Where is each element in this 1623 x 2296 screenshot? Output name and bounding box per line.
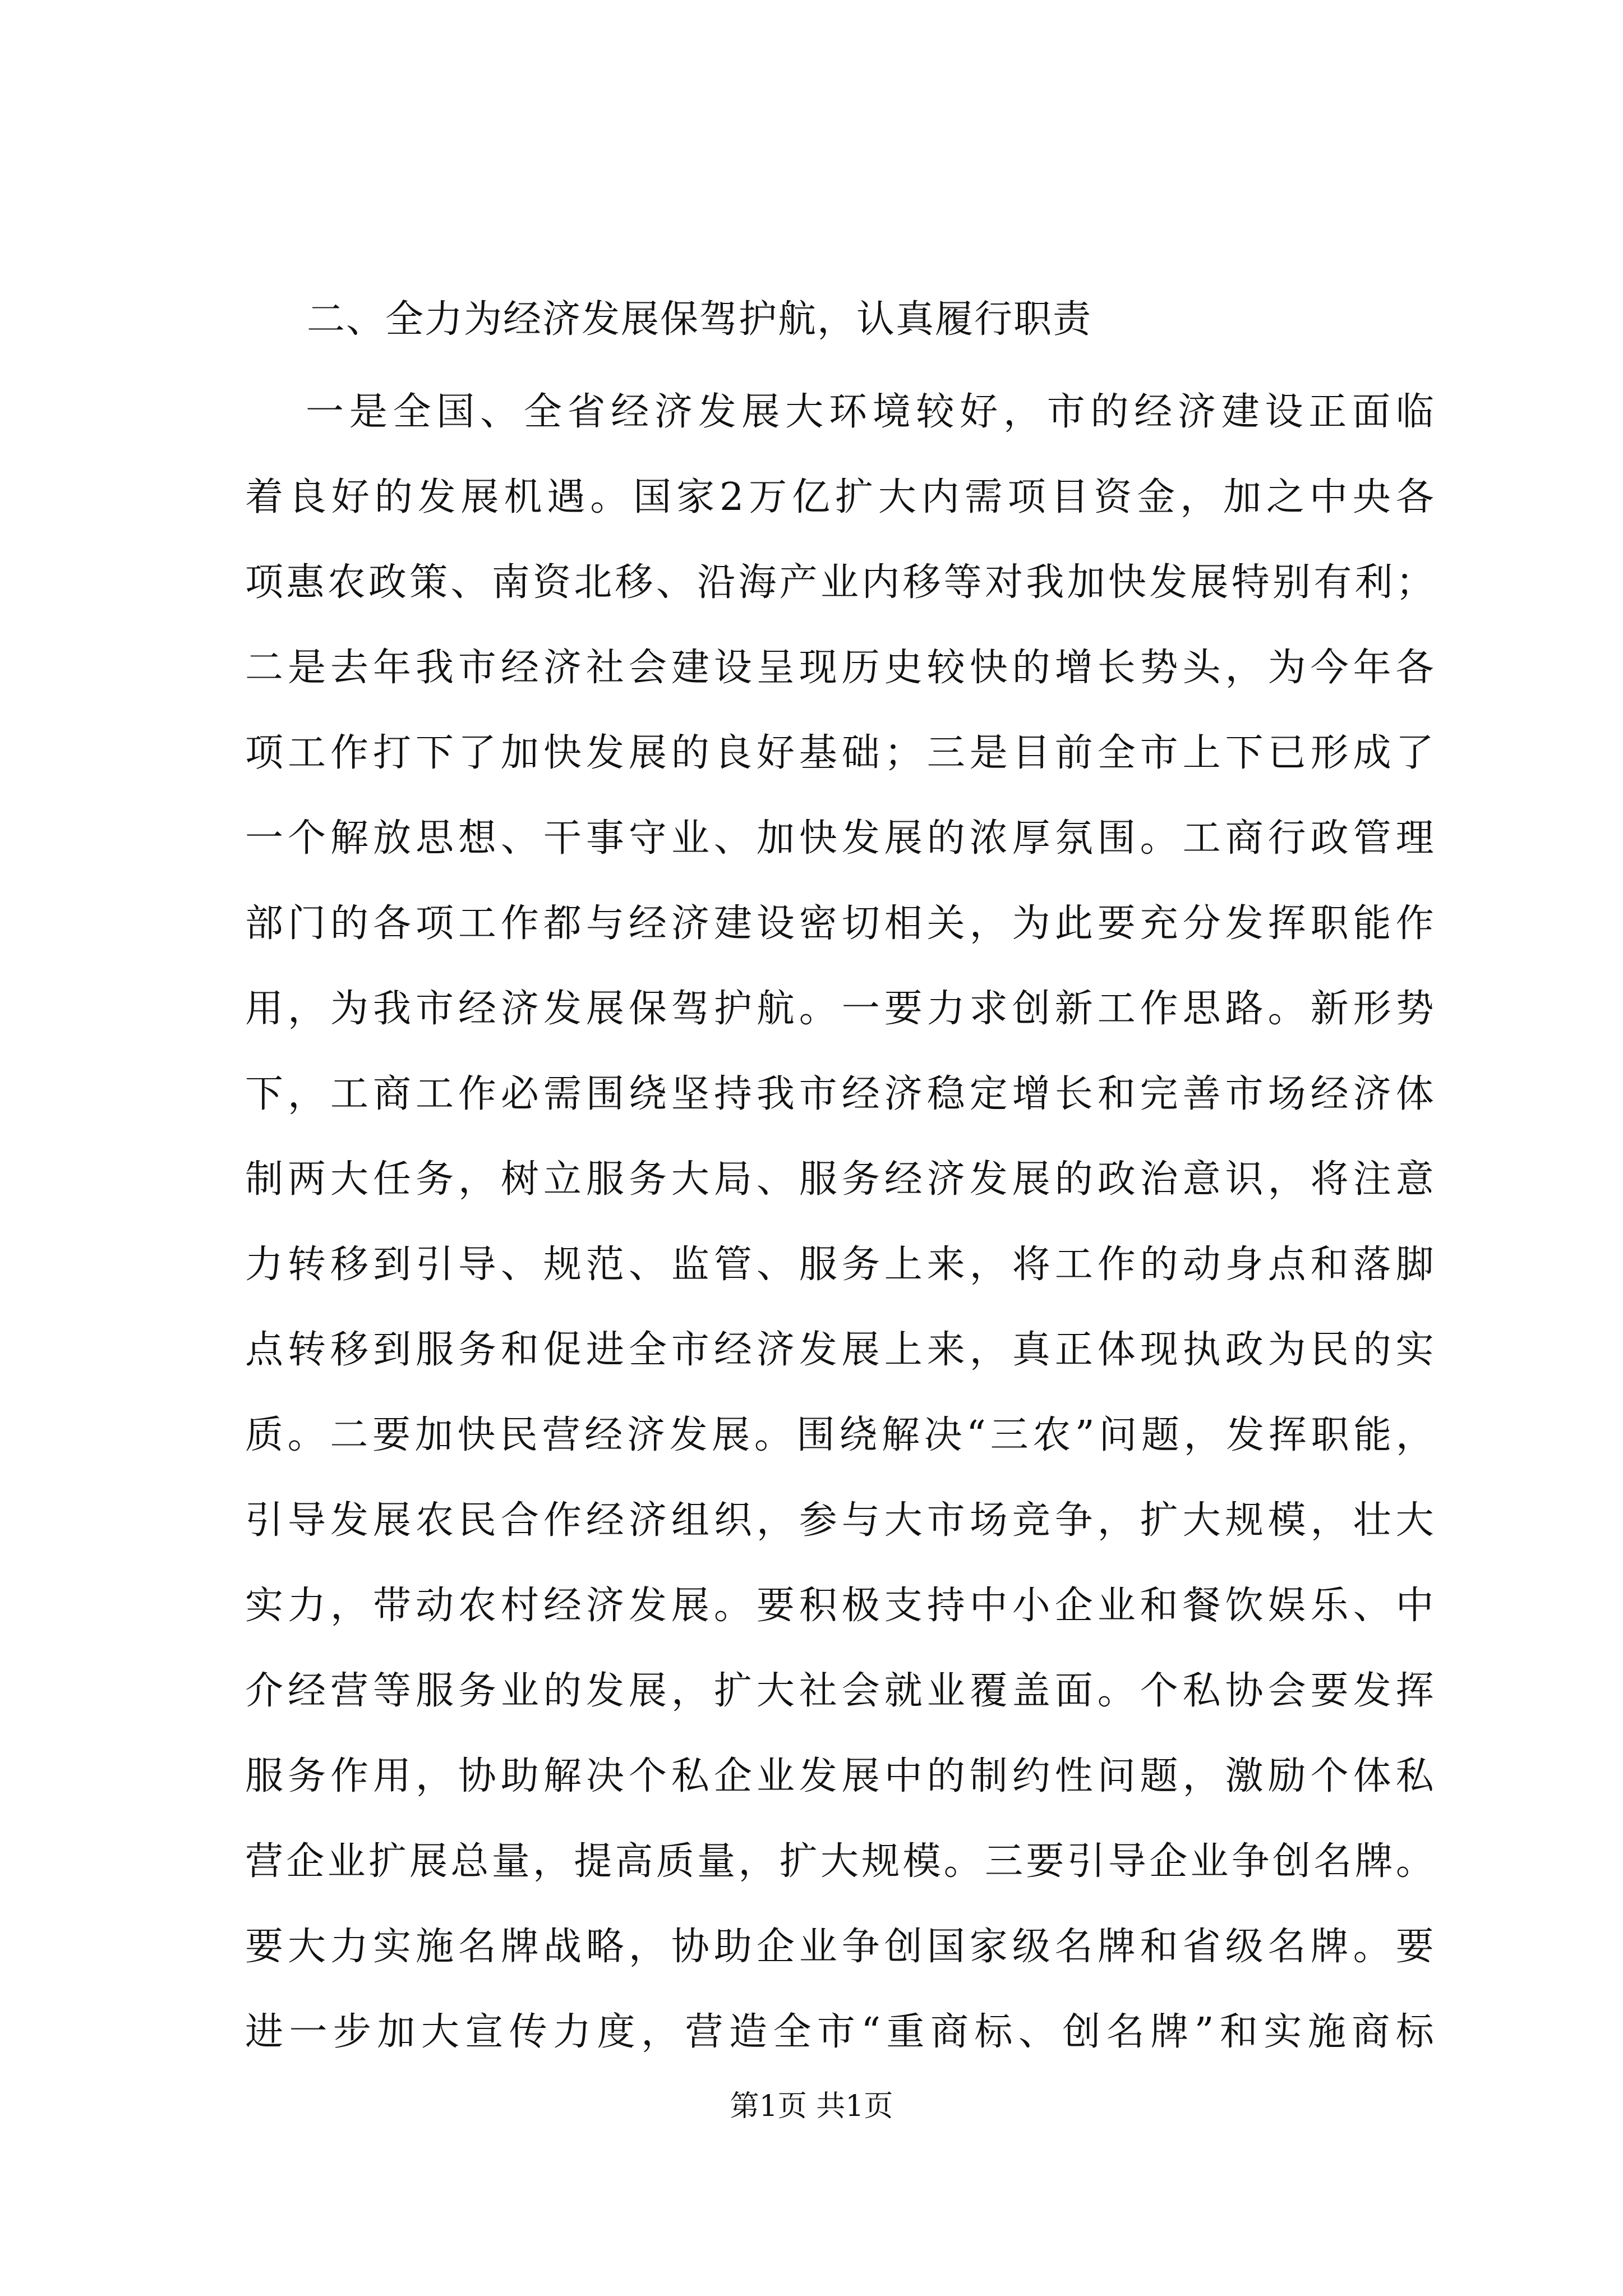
text-line: 制 两 大 任 务 ， 树 立 服 务 大 局 、 服 务 经 济 发 展 的 政 治 意 识 ， 将 注 意 — [245, 1157, 1434, 1202]
text-line: 介 经 营 等 服 务 业 的 发 展 ， 扩 大 社 会 就 业 覆 盖 面 。 个 私 协 会 要 发 挥 — [245, 1669, 1434, 1713]
text-line: 点 转 移 到 服 务 和 促 进 全 市 经 济 发 展 上 来 ， 真 正 体 现 执 政 为 民 的 实 — [245, 1328, 1434, 1372]
text-line: 下 ， 工 商 工 作 必 需 围 绕 坚 持 我 市 经 济 稳 定 增 长 和 完 善 市 场 经 济 体 — [245, 1072, 1434, 1116]
text-line: 一 是 全 国 、 全 省 经 济 发 展 大 环 境 较 好 ， 市 的 经 济 建 设 正 面 临 — [306, 390, 1434, 434]
text-line: 一 个 解 放 思 想 、 干 事 守 业 、 加 快 发 展 的 浓 厚 氛 围 。 工 商 行 政 管 理 — [245, 816, 1434, 861]
body-paragraph — [245, 384, 1434, 2090]
text-line: 质 。 二 要 加 快 民 营 经 济 发 展 。 围 绕 解 决 “ 三 农 ” 问 题 ， 发 挥 职 能 ， — [245, 1413, 1434, 1457]
section-heading: 二、全力为经济发展保驾护航，认真履行职责 — [307, 297, 1092, 342]
text-line: 用 ， 为 我 市 经 济 发 展 保 驾 护 航 。 一 要 力 求 创 新 工 作 思 路 。 新 形 势 — [245, 987, 1434, 1031]
text-line: 实 力 ， 带 动 农 村 经 济 发 展 。 要 积 极 支 持 中 小 企 业 和 餐 饮 娱 乐 、 中 — [245, 1584, 1434, 1628]
text-line: 项 惠 农 政 策 、 南 资 北 移 、 沿 海 产 业 内 移 等 对 我 加 快 发 展 特 别 有 利 ； — [245, 560, 1434, 605]
text-line: 营 企 业 扩 展 总 量 ， 提 高 质 量 ， 扩 大 规 模 。 三 要 引 导 企 业 争 创 名 牌 。 — [245, 1839, 1434, 1884]
text-line: 着 良 好 的 发 展 机 遇 。 国 家 2 万 亿 扩 大 内 需 项 目 资 金 ， 加 之 中 央 各 — [245, 475, 1434, 519]
page-footer: 第1页 共1页 — [730, 2090, 893, 2123]
text-line: 项 工 作 打 下 了 加 快 发 展 的 良 好 基 础 ； 三 是 目 前 全 市 上 下 已 形 成 了 — [245, 731, 1434, 775]
text-line: 进 一 步 加 大 宣 传 力 度 ， 营 造 全 市 “ 重 商 标 、 创 名 牌 ” 和 实 施 商 标 — [245, 2010, 1434, 2054]
text-line: 二 是 去 年 我 市 经 济 社 会 建 设 呈 现 历 史 较 快 的 增 长 势 头 ， 为 今 年 各 — [245, 646, 1434, 690]
text-line: 引 导 发 展 农 民 合 作 经 济 组 织 ， 参 与 大 市 场 竞 争 ， 扩 大 规 模 ， 壮 大 — [245, 1498, 1434, 1543]
text-line: 部 门 的 各 项 工 作 都 与 经 济 建 设 密 切 相 关 ， 为 此 要 充 分 发 挥 职 能 作 — [245, 901, 1434, 946]
text-line: 力 转 移 到 引 导 、 规 范 、 监 管 、 服 务 上 来 ， 将 工 作 的 动 身 点 和 落 脚 — [245, 1243, 1434, 1287]
text-line: 要 大 力 实 施 名 牌 战 略 ， 协 助 企 业 争 创 国 家 级 名 牌 和 省 级 名 牌 。 要 — [245, 1925, 1434, 1969]
text-line: 服 务 作 用 ， 协 助 解 决 个 私 企 业 发 展 中 的 制 约 性 问 题 ， 激 励 个 体 私 — [245, 1754, 1434, 1798]
